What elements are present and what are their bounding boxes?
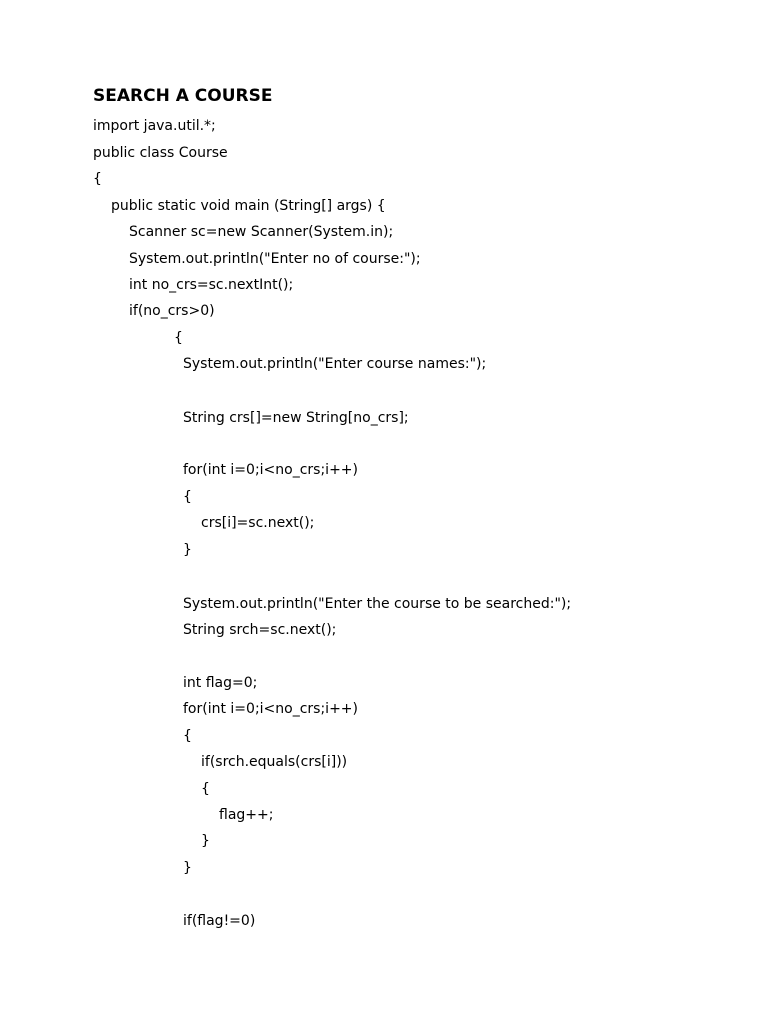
code-line: String srch=sc.next(); <box>183 622 337 638</box>
code-line: { <box>183 489 192 505</box>
code-line: { <box>174 330 183 346</box>
code-line: System.out.println("Enter no of course:"); <box>129 251 421 267</box>
code-line: crs[i]=sc.next(); <box>201 515 315 531</box>
code-line: public static void main (String[] args) { <box>111 198 386 214</box>
code-line: System.out.println("Enter the course to be searched:"); <box>183 596 572 612</box>
code-line: for(int i=0;i<no_crs;i++) <box>183 462 358 478</box>
code-line: } <box>183 860 192 876</box>
code-line: } <box>201 833 210 849</box>
code-line: } <box>183 542 192 558</box>
code-line: int no_crs=sc.nextInt(); <box>129 277 294 293</box>
code-line: { <box>201 781 210 797</box>
code-line: if(srch.equals(crs[i])) <box>201 754 348 770</box>
code-line: { <box>93 171 102 187</box>
document-title: SEARCH A COURSE <box>93 86 273 106</box>
code-line: System.out.println("Enter course names:"); <box>183 356 487 372</box>
code-line: { <box>183 728 192 744</box>
code-line: public class Course <box>93 145 228 161</box>
code-line: if(flag!=0) <box>183 913 256 929</box>
code-line: for(int i=0;i<no_crs;i++) <box>183 701 358 717</box>
code-line: int flag=0; <box>183 675 258 691</box>
code-line: if(no_crs>0) <box>129 303 215 319</box>
code-line: String crs[]=new String[no_crs]; <box>183 410 409 426</box>
code-line: Scanner sc=new Scanner(System.in); <box>129 224 394 240</box>
code-line: flag++; <box>219 807 274 823</box>
code-line: import java.util.*; <box>93 118 216 134</box>
